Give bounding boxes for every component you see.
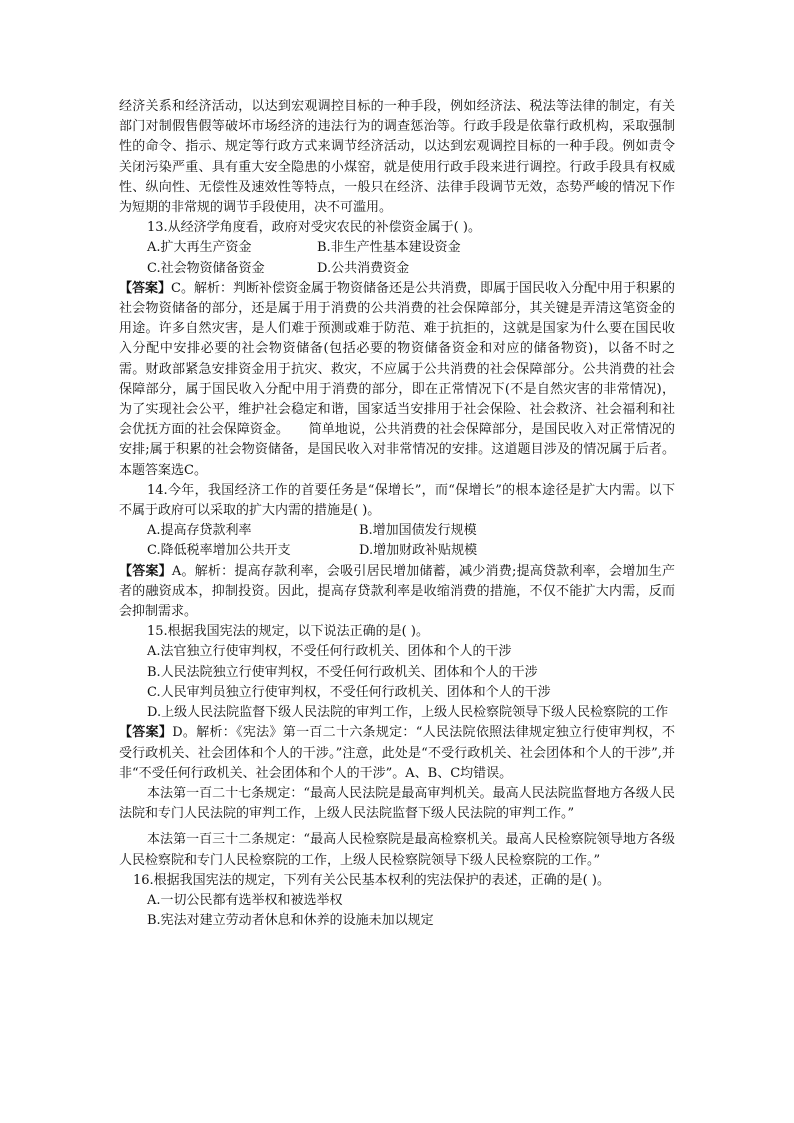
question-14-answer [119,562,675,623]
question-13-options-row-2 [119,259,675,279]
document-body [119,97,675,931]
question-14-options-row-1 [119,521,675,541]
question-16-option-b: B.宪法对建立劳动者休息和休养的设施未加以规定 [147,913,434,929]
question-14-option-b: B.增加国债发行规模 [359,523,477,539]
question-13-stem: 13.从经济学角度看，政府对受灾农民的补偿资金属于( )。 [147,220,481,236]
question-15-option-d: D.上级人民法院监督下级人民法院的审判工作，上级人民检察院领导下级人民检察院的工作 [147,705,669,721]
article-127-paragraph: 本法第一百二十七条规定：“最高人民法院是最高审判机关。最高人民法院监督地方各级人民法院和专门人民法院的审判工作，上级人民法院监督下级人民法院的审判工作。” [119,785,675,822]
question-15-option-c: C.人民审判员独立行使审判权，不受任何行政机关、团体和个人的干涉 [147,684,551,700]
question-16-stem: 16.根据我国宪法的规定，下列有关公民基本权利的宪法保护的表述，正确的是( )。 [133,872,610,888]
answer-label: 【答案】 [119,725,173,741]
question-13-answer-text: C。解析：判断补偿资金属于物资储备还是公共消费，即属于国民收入分配中用于积累的社会物资储备的部分，还是属于用于消费的公共消费的社会保障部分，其关键是弄清这笔资金的用途。许多自然灾害，是人们难于预测或难于防范、难于抗拒的，这就是国家为什么要在国民收入分配中安排必要的社会物资储备(包括必要的物资储备资金和对应的储备物资)，以备不时之需。财政部紧急安排资金用于抗灾、救灾，不应属于公共消费的社会保障部分。公共消费的社会保障部分，属于国民收入分配中用于消费的部分，即在正常情况下(不是自然灾害的非常情况)，为了实现社会公平，维护社会稳定和谐，国家适当安排用于社会保险、社会救济、社会福利和社会优抚方面的社会保障资金。 简单地说，公共消费的社会保障部分，是国民收入对正常情况的安排;属于积累的社会物资储备，是国民收入对非常情况的安排。这道题目涉及的情况属于后者。本题答案选C。 [119,280,675,478]
question-14-stem: 14.今年，我国经济工作的首要任务是“保增长”，而“保增长”的根本途径是扩大内需。以下不属于政府可以采取的扩大内需的措施是( )。 [119,482,675,519]
question-14-option-c: C.降低税率增加公共开支 [147,543,291,559]
question-13-options-row-1 [119,238,675,258]
question-15-stem: 15.根据我国宪法的规定，以下说法正确的是( )。 [147,624,429,640]
question-14-option-d: D.增加财政补贴规模 [359,543,478,559]
question-15-answer [119,723,675,784]
question-14-option-a: A.提高存贷款利率 [147,523,252,539]
question-13-option-a: A.扩大再生产资金 [147,240,252,256]
article-132-paragraph: 本法第一百三十二条规定：“最高人民检察院是最高检察机关。最高人民检察院领导地方各级人民检察院和专门人民检察院的工作，上级人民检察院领导下级人民检察院的工作。” [119,832,675,868]
question-13-option-d: D.公共消费资金 [317,260,410,276]
question-15-option-b: B.人民法院独立行使审判权，不受任何行政机关、团体和个人的干涉 [147,664,538,680]
question-14-answer-text: A。解析：提高存款利率，会吸引居民增加储蓄，减少消费;提高贷款利率，会增加生产者的融资成本，抑制投资。因此，提高存贷款利率是收缩消费的措施，不仅不能扩大内需，反而会抑制需求。 [119,563,675,620]
question-15-option-a: A.法官独立行使审判权，不受任何行政机关、团体和个人的干涉 [147,644,512,660]
question-13-option-c: C.社会物资储备资金 [147,260,265,276]
answer-label: 【答案】 [119,563,172,579]
question-13-answer [119,279,675,481]
intro-paragraph: 经济关系和经济活动，以达到宏观调控目标的一种手段，例如经济法、税法等法律的制定，有关部门对制假售假等破坏市场经济的违法行为的调查惩治等。行政手段是依靠行政机构，采取强制性的命令、指示、规定等行政方式来调节经济活动，以达到宏观调控目标的一种手段。例如责令关闭污染严重、具有重大安全隐患的小煤窑，就是使用行政手段来进行调控。行政手段具有权威性、纵向性、无偿性及速效性等特点，一般只在经济、法律手段调节无效，态势严峻的情况下作为短期的非常规的调节手段使用，决不可滥用。 [119,99,675,216]
question-15-answer-text: D。解析：《宪法》第一百二十六条规定：“人民法院依照法律规定独立行使审判权，不受行政机关、社会团体和个人的干涉。”注意，此处是“不受行政机关、社会团体和个人的干涉”,并非“不受任何行政机关、社会团体和个人的干涉”。A、B、C均错误。 [119,725,675,781]
answer-label: 【答案】 [119,280,172,296]
question-13-option-b: B.非生产性基本建设资金 [317,240,461,256]
question-14-options-row-2 [119,541,675,561]
question-16-option-a: A.一切公民都有选举权和被选举权 [147,892,343,908]
